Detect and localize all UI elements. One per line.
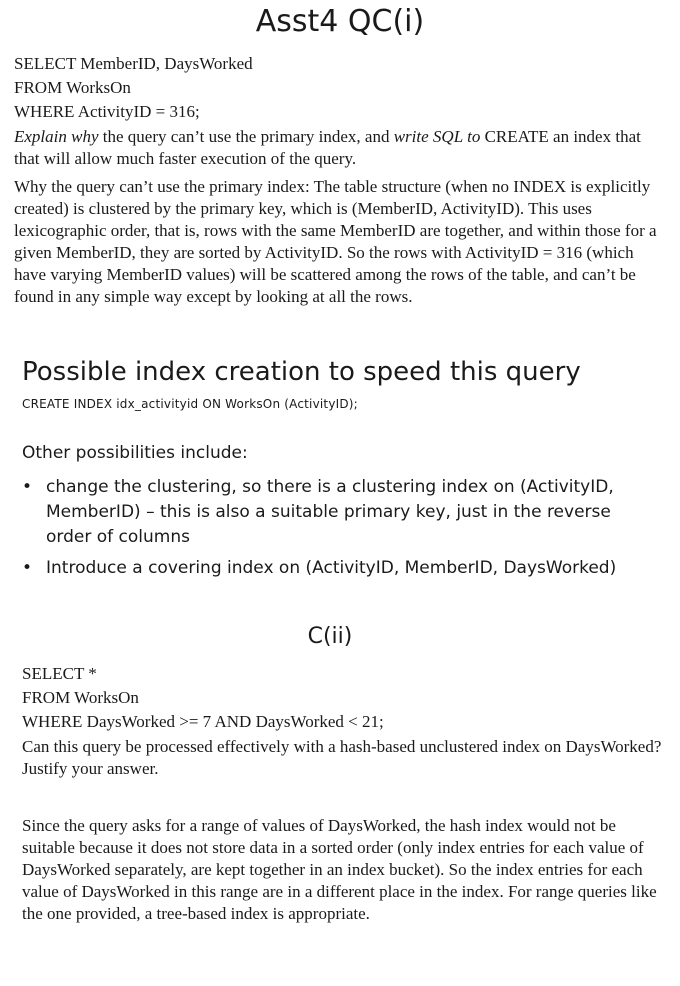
bullet-icon: • [22,477,33,497]
question-c-ii [22,662,662,780]
sql-line: SELECT * [22,664,97,683]
list-item [22,556,642,581]
prompt-emphasis: write SQL to [393,127,481,146]
possibilities-list [22,475,642,587]
page-title: Asst4 QC(i) [255,4,425,39]
prompt-text: CREATE an index that that will allow much faster execution of the query. [14,127,641,168]
prompt-text: the query can’t use the primary index, and [98,127,394,146]
question-c-i [14,52,664,308]
answer-paragraph-2: Since the query asks for a range of values of DaysWorked, the hash index would not be suitable because it does not store data in a sorted order (only index entries for each value of DaysWorked separately, are kept together in an index bucket). So the index entries for each value of DaysWorked in this range are in a different place in the index. For range queries like the one provided, a tree-based index is appropriate. [22,816,657,923]
sql-query-2 [22,662,662,734]
list-item [22,475,642,550]
bullet-icon: • [22,558,33,578]
sql-line: SELECT MemberID, DaysWorked [14,54,253,73]
answer-paragraph-1: Why the query can’t use the primary index: The table structure (when no INDEX is explicitly created) is clustered by the primary key, which is (MemberID, ActivityID). This uses lexicographic order, that is, rows with the same MemberID are together, and within those for a given MemberID, they are sorted by ActivityID. So the rows with ActivityID = 316 (which have varying MemberID values) will be scattered among the rows of the table, and can’t be found in any simple way except by looking at all the rows. [14,177,657,306]
sql-line: FROM WorksOn [22,688,139,707]
other-possibilities-intro: Other possibilities include: [22,443,248,463]
question-prompt-1 [14,126,664,170]
list-item-text: Introduce a covering index on (ActivityID, MemberID, DaysWorked) [46,558,617,578]
prompt-emphasis: Explain why [14,127,99,146]
list-item-text: change the clustering, so there is a clustering index on (ActivityID, MemberID) – this is also a suitable primary key, just in the reverse order of columns [46,477,614,547]
sql-query-1 [14,52,664,124]
sql-line: WHERE ActivityID = 316; [14,102,200,121]
create-index-statement: CREATE INDEX idx_activityid ON WorksOn (ActivityID); [22,397,358,411]
section-c-ii-heading: C(ii) [307,624,353,649]
index-section-heading: Possible index creation to speed this query [22,357,581,387]
question-prompt-2: Can this query be processed effectively with a hash-based unclustered index on DaysWorked? Justify your answer. [22,737,662,778]
sql-line: WHERE DaysWorked >= 7 AND DaysWorked < 21; [22,712,384,731]
sql-line: FROM WorksOn [14,78,131,97]
